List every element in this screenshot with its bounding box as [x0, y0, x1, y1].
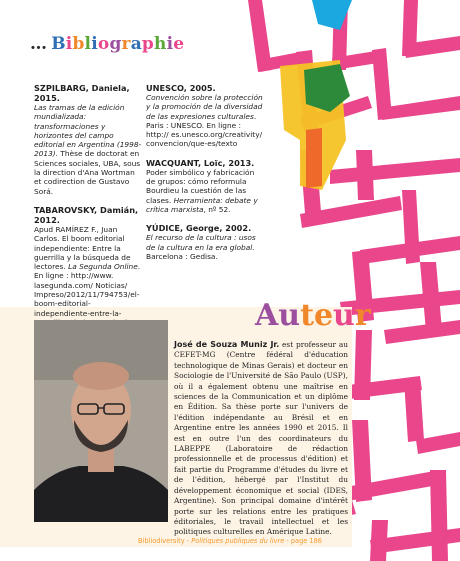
bib-pre: Apud RAMÍREZ F., Juan Carlos. El boom editorial independiente: Entre la guerrilla y la búsqueda de lectores.	[34, 224, 131, 272]
heading-word	[51, 34, 184, 54]
bibliography-column-1	[34, 83, 142, 346]
bib-details: , nº 52.	[203, 204, 231, 214]
author-bio-text: est professeur au CEFET-MG (Centre fédéral d'éducation technologique de Minas Gerais) et docteur en Sociologie de l'Université de São Paulo (USP), où il a également obtenu une maîtrise en sciences de la Communication et un diplôme en Édition. Sa thèse porte sur l'univers de l'édition indépendante au Brésil et en Argentine entre les années 1990 et 2015. Il est en outre l'un des coordinateurs du LABEPPE (Laboratoire de rédaction professionnelle et de processus d'édition) et fait partie du Programme d'études du livre et de l'édition, hébergé par l'Institut du développement économique et social (IDES, Argentine). Son principal domaine d'intérêt porte sur les relations entre les pratiques éditoriales, le travail intellectuel et les politiques culturelles en Amérique Latine.	[174, 340, 348, 537]
author-heading-letter: e	[313, 298, 334, 333]
author-heading	[255, 298, 371, 333]
bib-author: YÚDICE, George, 2002.	[146, 223, 252, 234]
heading-letter: B	[51, 34, 66, 54]
heading-dots: …	[30, 34, 48, 54]
author-heading-letter: u	[278, 298, 301, 333]
bib-details: Barcelona : Gedisa.	[146, 251, 218, 261]
bib-entry	[34, 83, 142, 196]
heading-letter: i	[91, 34, 98, 54]
page-footer	[0, 537, 460, 545]
bibliography-column-2	[146, 83, 264, 270]
bib-details: Thèse de doctorat en Sciences sociales, UBA, sous la direction d'Ana Wortman et codirection de Gustavo Sorá.	[34, 149, 141, 196]
bib-author: SZPILBARG, Daniela, 2015.	[34, 83, 130, 103]
author-heading-letter: u	[333, 298, 355, 333]
heading-letter: r	[121, 34, 131, 54]
bib-title: Convención sobre la protección y la promoción de la diversidad de las expresiones culturales	[146, 93, 263, 121]
bib-title: La Segunda Online	[68, 262, 138, 272]
bib-author: TABAROVSKY, Damián, 2012.	[34, 204, 139, 225]
footer-issue: Politiques publiques du livre	[191, 537, 285, 545]
author-photo	[34, 320, 168, 522]
author-heading-letter: r	[354, 298, 371, 333]
heading-letter: p	[141, 34, 155, 54]
footer-page: - page 186	[284, 537, 322, 545]
author-heading-letter: t	[300, 298, 314, 333]
author-heading-letter: A	[255, 298, 279, 333]
bib-entry	[34, 205, 142, 337]
footer-publication: Bibliodiversity -	[137, 537, 192, 545]
bib-entry	[146, 83, 264, 149]
bib-details: . Paris : UNESCO. En ligne : http:// es.unesco.org/creativity/ convencion/que-es/texto	[146, 111, 263, 149]
section-heading	[30, 34, 184, 54]
heading-letter: g	[109, 34, 122, 54]
heading-letter: e	[173, 34, 185, 54]
bib-title: Herramienta: debate y crítica marxista	[146, 195, 258, 214]
heading-letter: o	[97, 34, 110, 54]
bib-pre: Poder simbólico y fabricación de grupos: cómo reformula Bourdieu la cuestión de las clases.	[146, 167, 255, 205]
heading-letter: b	[72, 34, 85, 54]
bib-author: UNESCO, 2005.	[146, 83, 216, 93]
heading-letter: i	[65, 34, 73, 54]
bib-details: . En ligne : http://www. lasegunda.com/ Noticias/ Impreso/2012/11/794753/el-boom-editorial-independiente-entre-la-	[34, 262, 141, 318]
author-bio	[174, 340, 348, 538]
heading-letter: h	[154, 34, 167, 54]
heading-letter: i	[166, 34, 174, 54]
heading-letter: l	[84, 34, 92, 54]
bib-title: Las tramas de la edición mundializada: transformaciones y horizontes del campo editorial en Argentina (1998-2013).	[34, 103, 142, 159]
heading-letter: a	[130, 34, 142, 54]
bib-author: WACQUANT, Loïc, 2013.	[146, 157, 255, 168]
author-name: José de Souza Muniz Jr.	[174, 340, 280, 349]
bib-title: El recurso de la cultura : usos de la cultura en la era global.	[146, 233, 256, 252]
portrait-illustration	[34, 320, 168, 522]
orange-shape	[306, 128, 322, 188]
bib-entry	[146, 223, 264, 261]
bib-entry	[146, 158, 264, 214]
